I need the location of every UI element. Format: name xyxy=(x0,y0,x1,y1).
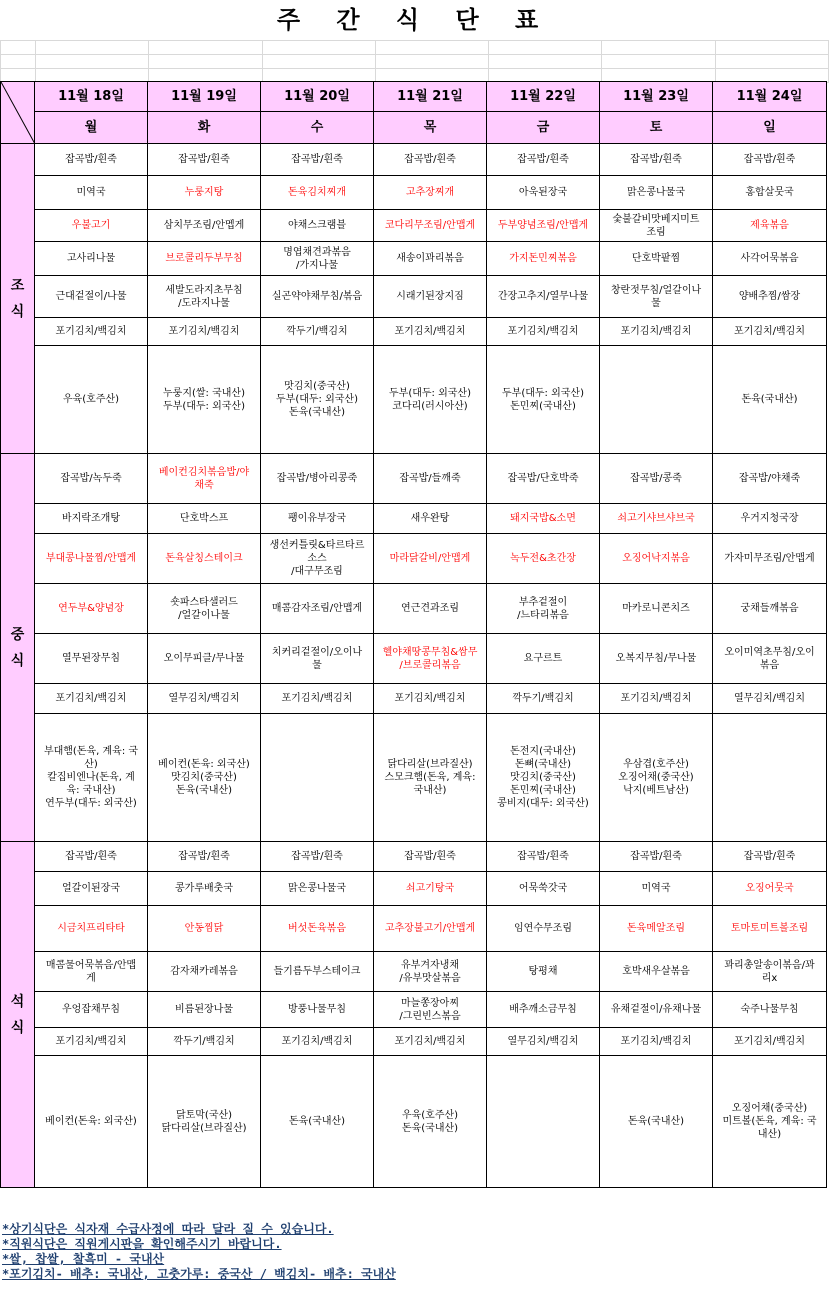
menu-item: 잡곡밥/흰죽 xyxy=(713,144,827,176)
meal-label-char: 석 xyxy=(10,993,25,1010)
menu-item: 마카로니콘치즈 xyxy=(600,584,713,634)
menu-item: 잡곡밥/들깨죽 xyxy=(374,454,487,504)
menu-item: 열무김치/백김치 xyxy=(713,684,827,714)
origin-cell: 우육(호주산) xyxy=(35,346,148,454)
footnote-line: *상기식단은 식자재 수급사정에 따라 달라 질 수 있습니다. xyxy=(2,1222,334,1236)
menu-item: 깍두기/백김치 xyxy=(148,1028,261,1056)
menu-item: 아욱된장국 xyxy=(487,176,600,210)
menu-item: 잡곡밥/흰죽 xyxy=(35,842,148,872)
origin-cell: 우삼겹(호주산) 오징어채(중국산) 낙지(베트남산) xyxy=(600,714,713,842)
menu-item: 잡곡밥/흰죽 xyxy=(261,842,374,872)
menu-item: 포기김치/백김치 xyxy=(600,684,713,714)
menu-item: 숙주나물무침 xyxy=(713,992,827,1028)
menu-item: 호박새우살볶음 xyxy=(600,952,713,992)
menu-item: 쇠고기탕국 xyxy=(374,872,487,906)
menu-item: 잡곡밥/단호박죽 xyxy=(487,454,600,504)
origin-cell: 누룽지(쌀: 국내산) 두부(대두: 외국산) xyxy=(148,346,261,454)
menu-item: 새우완탕 xyxy=(374,504,487,534)
menu-item: 야채스크램블 xyxy=(261,210,374,242)
meal-label xyxy=(1,842,35,1188)
meal-label xyxy=(1,144,35,454)
menu-item: 꽈리총알송이볶음/꽈 리x xyxy=(713,952,827,992)
menu-item: 코다리무조림/안맵게 xyxy=(374,210,487,242)
origin-cell: 오징어채(중국산) 미트볼(돈육, 계육: 국 내산) xyxy=(713,1056,827,1188)
menu-item: 포기김치/백김치 xyxy=(713,1028,827,1056)
menu-item: 잡곡밥/흰죽 xyxy=(374,842,487,872)
date-header: 11월 18일 xyxy=(35,82,148,112)
menu-item: 얼갈이된장국 xyxy=(35,872,148,906)
day-header: 목 xyxy=(374,112,487,144)
menu-item: 삼치무조림/안멥게 xyxy=(148,210,261,242)
menu-item: 오이무피클/무나물 xyxy=(148,634,261,684)
menu-item: 포기김치/백김치 xyxy=(35,684,148,714)
menu-item: 생선커틀릿&타르타르 소스 /대구무조림 xyxy=(261,534,374,584)
menu-item: 세발도라지초무침 /도라지나물 xyxy=(148,276,261,318)
menu-item: 베이컨김치볶음밥/야 채죽 xyxy=(148,454,261,504)
footnote-line: *포기김치- 배추: 국내산, 고춧가루: 중국산 / 백김치- 배추: 국내산 xyxy=(2,1267,396,1281)
origin-cell: 베이컨(돈육: 외국산) xyxy=(35,1056,148,1188)
menu-item: 브로콜리두부무침 xyxy=(148,242,261,276)
origin-cell: 베이컨(돈육: 외국산) 맛김치(중국산) 돈육(국내산) xyxy=(148,714,261,842)
menu-item: 포기김치/백김치 xyxy=(600,1028,713,1056)
menu-item: 잡곡밥/콩죽 xyxy=(600,454,713,504)
menu-item: 매콤물어묵볶음/안맵 게 xyxy=(35,952,148,992)
diagonal-line-icon xyxy=(1,82,35,144)
menu-item: 유부겨자냉채 /유부맛살볶음 xyxy=(374,952,487,992)
menu-item: 단호박스프 xyxy=(148,504,261,534)
menu-item: 탕평채 xyxy=(487,952,600,992)
menu-item: 오징어뭇국 xyxy=(713,872,827,906)
menu-item: 돼지국밥&소면 xyxy=(487,504,600,534)
menu-item: 매콤감자조림/안맵게 xyxy=(261,584,374,634)
menu-item: 우불고기 xyxy=(35,210,148,242)
menu-item: 잡곡밥/흰죽 xyxy=(713,842,827,872)
menu-item: 포기김치/백김치 xyxy=(374,318,487,346)
menu-item: 홍합살뭇국 xyxy=(713,176,827,210)
origin-cell: 돈육(국내산) xyxy=(261,1056,374,1188)
day-header: 월 xyxy=(35,112,148,144)
date-header: 11월 21일 xyxy=(374,82,487,112)
date-header: 11월 20일 xyxy=(261,82,374,112)
origin-cell xyxy=(261,714,374,842)
menu-item: 감자채카레볶음 xyxy=(148,952,261,992)
menu-item: 부대콩나물찜/안맵게 xyxy=(35,534,148,584)
menu-item: 마라닭갈비/안맵게 xyxy=(374,534,487,584)
menu-item: 잡곡밥/흰죽 xyxy=(600,144,713,176)
meal-label-char: 식 xyxy=(10,303,25,320)
menu-item: 새송이꽈리볶음 xyxy=(374,242,487,276)
menu-item: 숯불갈비맛베지미트 조림 xyxy=(600,210,713,242)
menu-item: 포기김치/백김치 xyxy=(600,318,713,346)
menu-item: 콩가루배춧국 xyxy=(148,872,261,906)
menu-item: 쇠고기샤브샤브국 xyxy=(600,504,713,534)
date-header: 11월 22일 xyxy=(487,82,600,112)
origin-cell: 두부(대두: 외국산) 코다리(러시아산) xyxy=(374,346,487,454)
menu-item: 잡곡밥/흰죽 xyxy=(600,842,713,872)
day-header: 화 xyxy=(148,112,261,144)
menu-item: 명엽채견과볶음 /가지나물 xyxy=(261,242,374,276)
menu-item: 가자미무조림/안맵게 xyxy=(713,534,827,584)
meal-label-char: 식 xyxy=(10,1019,25,1036)
menu-item: 고추장불고기/안맵게 xyxy=(374,906,487,952)
menu-item: 누룽지탕 xyxy=(148,176,261,210)
meal-label-char: 식 xyxy=(10,652,25,669)
menu-item: 잡곡밥/흰죽 xyxy=(35,144,148,176)
menu-item: 헬야채땅콩무침&쌈무 /브로콜리볶음 xyxy=(374,634,487,684)
menu-item: 돈육메알조림 xyxy=(600,906,713,952)
meal-label-char: 조 xyxy=(10,277,25,294)
menu-item: 녹두전&초간장 xyxy=(487,534,600,584)
menu-item: 잡곡밥/야채죽 xyxy=(713,454,827,504)
menu-item: 포기김치/백김치 xyxy=(374,1028,487,1056)
origin-cell: 맛김치(중국산) 두부(대두: 외국산) 돈육(국내산) xyxy=(261,346,374,454)
menu-item: 숏파스타샐러드 /얼갈이나물 xyxy=(148,584,261,634)
origin-cell xyxy=(487,1056,600,1188)
footnote-line: *직원식단은 직원게시판을 확인해주시기 바랍니다. xyxy=(2,1237,282,1251)
menu-item: 포기김치/백김치 xyxy=(261,1028,374,1056)
menu-item: 고사리나물 xyxy=(35,242,148,276)
menu-item: 두부양념조림/안맵게 xyxy=(487,210,600,242)
menu-item: 포기김치/백김치 xyxy=(148,318,261,346)
menu-item: 포기김치/백김치 xyxy=(35,1028,148,1056)
menu-item: 잡곡밥/흰죽 xyxy=(261,144,374,176)
origin-cell: 돈전지(국내산) 돈뼈(국내산) 맛김치(중국산) 돈민찌(국내산) 콩비지(대두: 외국산) xyxy=(487,714,600,842)
footnote-line: *쌀, 찹쌀, 찰흑미 - 국내산 xyxy=(2,1252,165,1266)
menu-item: 근대겉절이/나물 xyxy=(35,276,148,318)
menu-item: 미역국 xyxy=(35,176,148,210)
menu-item: 임연수무조림 xyxy=(487,906,600,952)
menu-item: 방풍나물무침 xyxy=(261,992,374,1028)
origin-cell xyxy=(600,346,713,454)
menu-item: 잡곡밥/녹두죽 xyxy=(35,454,148,504)
origin-cell: 닭다리살(브라질산) 스모크햄(돈육, 계육: 국내산) xyxy=(374,714,487,842)
menu-item: 연근견과조림 xyxy=(374,584,487,634)
menu-item: 단호박팥찜 xyxy=(600,242,713,276)
menu-item: 포기김치/백김치 xyxy=(713,318,827,346)
menu-item: 고추장찌개 xyxy=(374,176,487,210)
origin-cell: 두부(대두: 외국산) 돈민찌(국내산) xyxy=(487,346,600,454)
menu-item: 돈육김치찌개 xyxy=(261,176,374,210)
menu-item: 배추깨소금무침 xyxy=(487,992,600,1028)
day-header: 금 xyxy=(487,112,600,144)
meal-label xyxy=(1,454,35,842)
day-header: 일 xyxy=(713,112,827,144)
menu-item: 깍두기/백김치 xyxy=(261,318,374,346)
menu-item: 열무된장무침 xyxy=(35,634,148,684)
menu-item: 포기김치/백김치 xyxy=(261,684,374,714)
menu-item: 잡곡밥/흰죽 xyxy=(487,144,600,176)
menu-item: 요구르트 xyxy=(487,634,600,684)
menu-item: 치커리겉절이/오이나 물 xyxy=(261,634,374,684)
origin-cell: 닭토막(국산) 닭다리살(브라질산) xyxy=(148,1056,261,1188)
menu-item: 맑은콩나물국 xyxy=(600,176,713,210)
menu-item: 열무김치/백김치 xyxy=(148,684,261,714)
weekly-menu-table xyxy=(0,81,827,1188)
menu-item: 유채겉절이/유채나물 xyxy=(600,992,713,1028)
menu-item: 비름된장나물 xyxy=(148,992,261,1028)
menu-item: 어묵쑥갓국 xyxy=(487,872,600,906)
page-title: 주 간 식 단 표 xyxy=(276,6,553,34)
menu-item: 팽이유부장국 xyxy=(261,504,374,534)
origin-cell xyxy=(713,714,827,842)
menu-item: 시금치프리타타 xyxy=(35,906,148,952)
menu-item: 바지락조개탕 xyxy=(35,504,148,534)
menu-item: 궁채들깨볶음 xyxy=(713,584,827,634)
menu-item: 들기름두부스테이크 xyxy=(261,952,374,992)
menu-item: 창란젓무침/얼갈이나 물 xyxy=(600,276,713,318)
menu-item: 토마토미트볼조림 xyxy=(713,906,827,952)
menu-item: 간장고추지/열무나물 xyxy=(487,276,600,318)
date-header: 11월 19일 xyxy=(148,82,261,112)
menu-item: 버섯돈육볶음 xyxy=(261,906,374,952)
menu-item: 미역국 xyxy=(600,872,713,906)
menu-item: 열무김치/백김치 xyxy=(487,1028,600,1056)
menu-item: 오이미역초무침/오이 볶음 xyxy=(713,634,827,684)
menu-item: 포기김치/백김치 xyxy=(374,684,487,714)
menu-item: 잡곡밥/흰죽 xyxy=(148,144,261,176)
menu-item: 제육볶음 xyxy=(713,210,827,242)
date-header: 11월 23일 xyxy=(600,82,713,112)
blank-grid-rows xyxy=(0,40,829,83)
menu-item: 마늘쫑장아찌 /그린빈스볶음 xyxy=(374,992,487,1028)
day-header: 토 xyxy=(600,112,713,144)
menu-item: 양배추찜/쌈장 xyxy=(713,276,827,318)
day-header: 수 xyxy=(261,112,374,144)
meal-label-char: 중 xyxy=(10,626,25,643)
menu-item: 연두부&양념장 xyxy=(35,584,148,634)
menu-item: 포기김치/백김치 xyxy=(35,318,148,346)
menu-item: 실곤약야채무침/볶음 xyxy=(261,276,374,318)
menu-item: 가지돈민찌볶음 xyxy=(487,242,600,276)
origin-cell: 돈육(국내산) xyxy=(600,1056,713,1188)
menu-item: 포기김치/백김치 xyxy=(487,318,600,346)
corner-cell xyxy=(1,82,35,144)
origin-cell: 우육(호주산) 돈육(국내산) xyxy=(374,1056,487,1188)
menu-item: 돈육살칭스테이크 xyxy=(148,534,261,584)
menu-item: 우거지청국장 xyxy=(713,504,827,534)
menu-item: 우엉잡채무침 xyxy=(35,992,148,1028)
menu-item: 잡곡밥/병아리콩죽 xyxy=(261,454,374,504)
menu-item: 맑은콩나물국 xyxy=(261,872,374,906)
menu-item: 오징어낙지볶음 xyxy=(600,534,713,584)
date-header: 11월 24일 xyxy=(713,82,827,112)
menu-item: 시래기된장지짐 xyxy=(374,276,487,318)
origin-cell: 부대햄(돈육, 계육: 국 산) 칼집비엔나(돈육, 계 육: 국내산) 연두부(대두: 외국산) xyxy=(35,714,148,842)
menu-item: 잡곡밥/흰죽 xyxy=(487,842,600,872)
menu-item: 잡곡밥/흰죽 xyxy=(374,144,487,176)
menu-item: 부추겉절이 /느타리볶음 xyxy=(487,584,600,634)
menu-item: 안동찜닭 xyxy=(148,906,261,952)
footnotes xyxy=(2,1222,827,1282)
menu-item: 사각어묵볶음 xyxy=(713,242,827,276)
menu-item: 오복지무침/무나물 xyxy=(600,634,713,684)
menu-item: 잡곡밥/흰죽 xyxy=(148,842,261,872)
origin-cell: 돈육(국내산) xyxy=(713,346,827,454)
menu-item: 깍두기/백김치 xyxy=(487,684,600,714)
